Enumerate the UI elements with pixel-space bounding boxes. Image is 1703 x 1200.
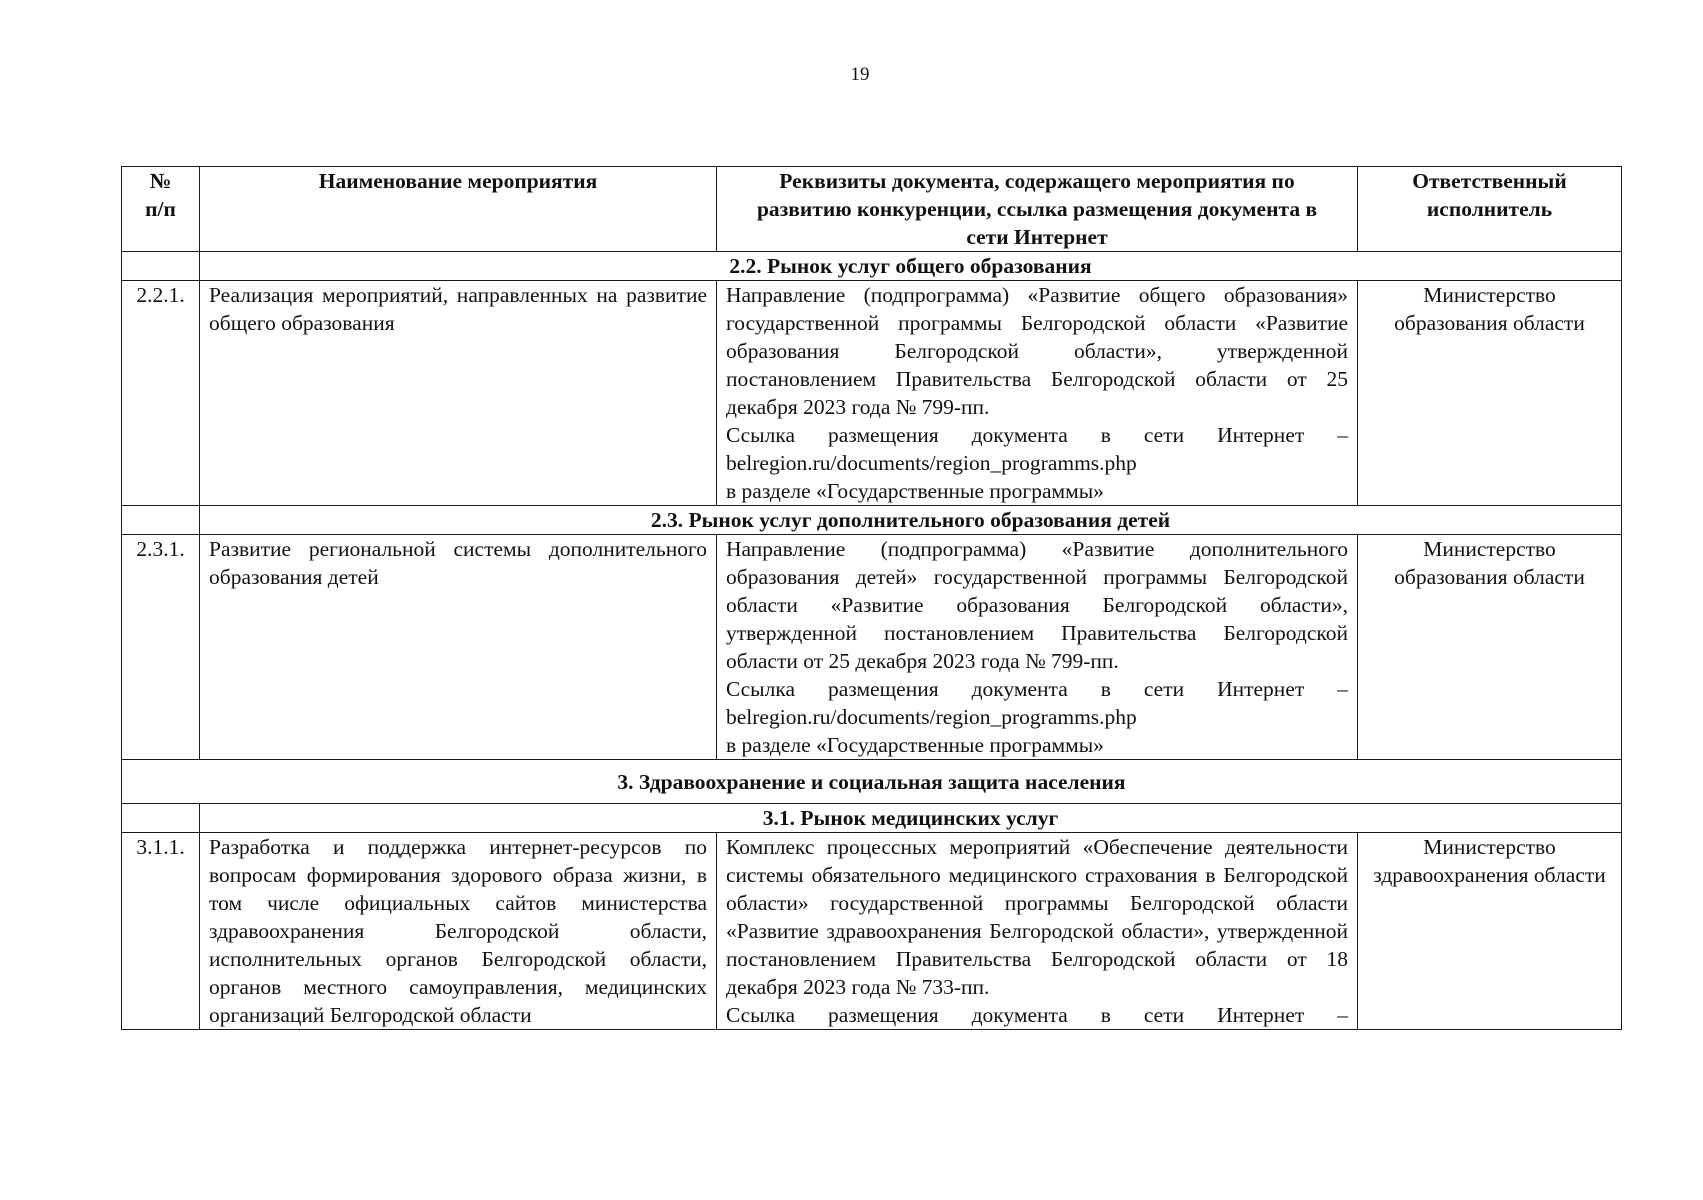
header-num: № п/п bbox=[122, 167, 200, 252]
document-link-section: в разделе «Государственные программы» bbox=[726, 479, 1104, 503]
document-link-url[interactable]: belregion.ru/documents/region_programms.php bbox=[726, 705, 1137, 729]
row-responsible: Министерство здравоохранения области bbox=[1358, 833, 1622, 1030]
document-link-section: в разделе «Государственные программы» bbox=[726, 733, 1104, 757]
row-num: 3.1.1. bbox=[122, 833, 200, 1030]
section-row-2-2 bbox=[122, 252, 1622, 281]
link-intro: Ссылка размещения документа в сети Интернет – bbox=[726, 423, 1348, 447]
table-row-2-3-1 bbox=[122, 535, 1622, 760]
table-row-3-1-1 bbox=[122, 833, 1622, 1030]
document-description: Комплекс процессных мероприятий «Обеспечение деятельности системы обязательного медицинского страхования в Белгородской области» государственной программы Белгородской области «Развитие здравоохранения Белгородской области», утвержденной постановлением Правительства Белгородской области от 18 декабря 2023 года № 733-пп. bbox=[726, 835, 1348, 999]
row-document-details bbox=[717, 535, 1358, 760]
document-description: Направление (подпрограмма) «Развитие дополнительного образования детей» государственной программы Белгородской области «Развитие образования Белгородской области», утвержденной постановлением Правительства Белгородской области от 25 декабря 2023 года № 799-пп. bbox=[726, 537, 1348, 673]
header-name: Наименование мероприятия bbox=[200, 167, 717, 252]
page-number: 19 bbox=[850, 64, 870, 85]
row-num: 2.2.1. bbox=[122, 281, 200, 506]
section-row-2-3 bbox=[122, 506, 1622, 535]
row-measure-name: Разработка и поддержка интернет-ресурсов по вопросам формирования здорового образа жизни, в том числе официальных сайтов министерства здравоохранения Белгородской области, исполнительных органов Белгородской области, органов местного самоуправления, медицинских организаций Белгородской области bbox=[200, 833, 717, 1030]
section-num-cell bbox=[122, 252, 200, 281]
section-title-2-2: 2.2. Рынок услуг общего образования bbox=[200, 252, 1622, 281]
table-row-2-2-1 bbox=[122, 281, 1622, 506]
table-header-row bbox=[122, 167, 1622, 252]
chapter-title-3: 3. Здравоохранение и социальная защита населения bbox=[122, 760, 1622, 804]
measures-table bbox=[121, 166, 1622, 1030]
section-num-cell bbox=[122, 804, 200, 833]
row-document-details bbox=[717, 281, 1358, 506]
row-measure-name: Реализация мероприятий, направленных на развитие общего образования bbox=[200, 281, 717, 506]
section-title-2-3: 2.3. Рынок услуг дополнительного образования детей bbox=[200, 506, 1622, 535]
document-description: Направление (подпрограмма) «Развитие общего образования» государственной программы Белгородской области «Развитие образования Белгородской области», утвержденной постановлением Правительства Белгородской области от 25 декабря 2023 года № 799-пп. bbox=[726, 283, 1348, 419]
document-link-url[interactable]: belregion.ru/documents/region_programms.php bbox=[726, 451, 1137, 475]
section-row-3-1 bbox=[122, 804, 1622, 833]
section-title-3-1: 3.1. Рынок медицинских услуг bbox=[200, 804, 1622, 833]
header-resp: Ответственный исполнитель bbox=[1358, 167, 1622, 252]
link-intro: Ссылка размещения документа в сети Интернет – bbox=[726, 677, 1348, 701]
header-doc: Реквизиты документа, содержащего мероприятия по развитию конкуренции, ссылка размещения документа в сети Интернет bbox=[717, 167, 1358, 252]
row-document-details bbox=[717, 833, 1358, 1030]
chapter-row-3 bbox=[122, 760, 1622, 804]
row-measure-name: Развитие региональной системы дополнительного образования детей bbox=[200, 535, 717, 760]
row-num: 2.3.1. bbox=[122, 535, 200, 760]
row-responsible: Министерство образования области bbox=[1358, 535, 1622, 760]
link-intro: Ссылка размещения документа в сети Интернет – bbox=[726, 1003, 1348, 1027]
section-num-cell bbox=[122, 506, 200, 535]
row-responsible: Министерство образования области bbox=[1358, 281, 1622, 506]
